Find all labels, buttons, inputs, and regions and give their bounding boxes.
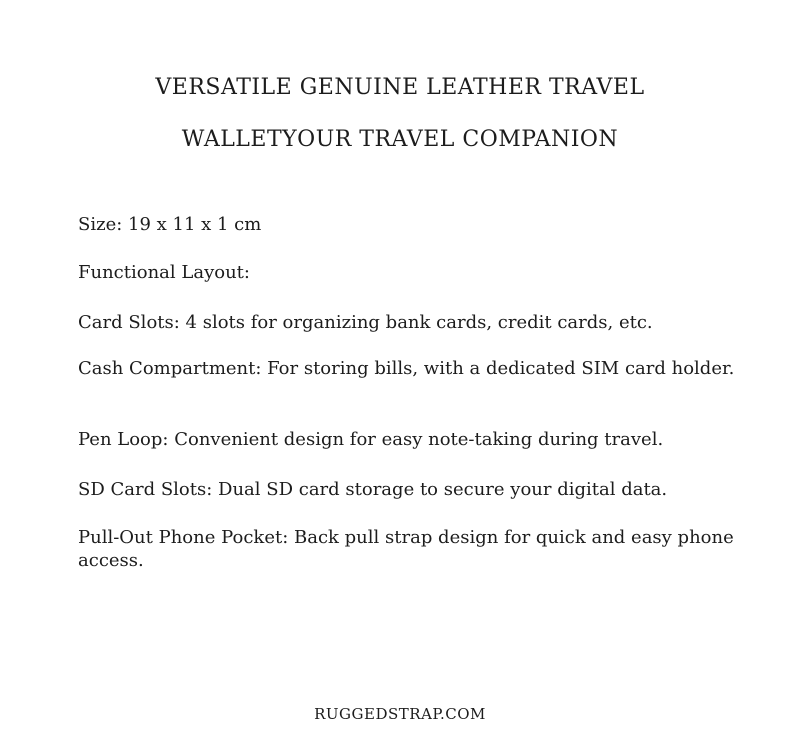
card-slots-paragraph: Card Slots: 4 slots for organizing bank cards, credit cards, etc. — [78, 312, 653, 333]
pen-loop-paragraph: Pen Loop: Convenient design for easy note-taking during travel. — [78, 429, 664, 450]
functional-layout-heading: Functional Layout: — [78, 262, 250, 283]
size-paragraph: Size: 19 x 11 x 1 cm — [78, 214, 262, 235]
document-title-line-1: VERSATILE GENUINE LEATHER TRAVEL — [155, 75, 645, 100]
cash-compartment-paragraph: Cash Compartment: For storing bills, with a dedicated SIM card holder. — [78, 358, 735, 379]
phone-pocket-paragraph: Pull-Out Phone Pocket: Back pull strap design for quick and easy phone access. — [78, 527, 734, 571]
sd-card-slots-paragraph: SD Card Slots: Dual SD card storage to secure your digital data. — [78, 479, 668, 500]
document-title-line-2: WALLETYOUR TRAVEL COMPANION — [181, 127, 619, 152]
footer-brand: RUGGEDSTRAP.COM — [314, 705, 486, 723]
